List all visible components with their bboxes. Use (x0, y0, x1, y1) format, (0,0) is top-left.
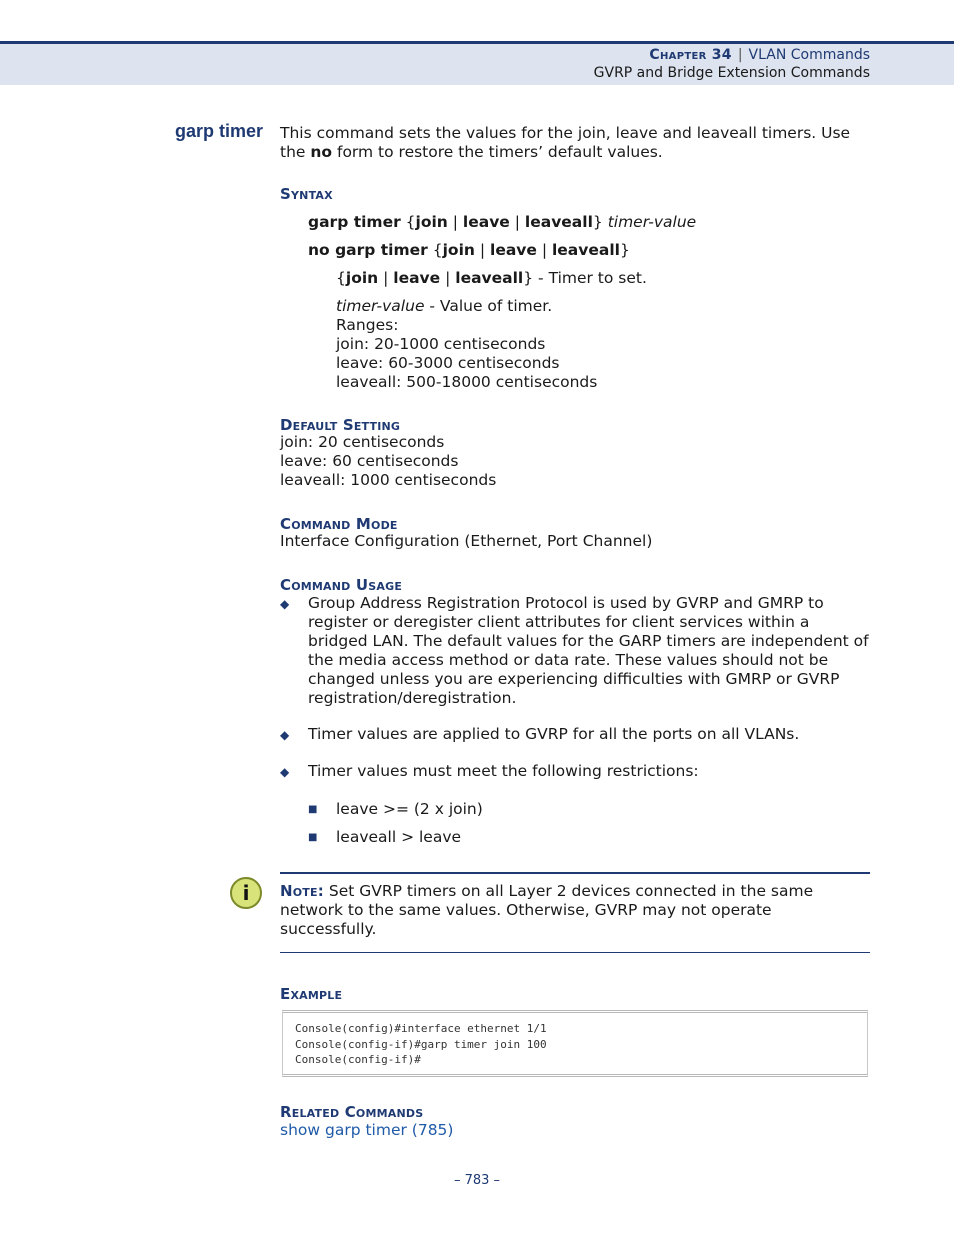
example-heading: Example (280, 985, 343, 1003)
chapter-title: VLAN Commands (748, 47, 870, 63)
note-body: Set GVRP timers on all Layer 2 devices connected in the same (323, 882, 814, 900)
pipe: | (440, 269, 456, 287)
command-description (280, 124, 850, 162)
brace: } (592, 213, 608, 231)
bullet-square: ■ (308, 804, 318, 815)
option-join: join (442, 241, 475, 259)
default-line: join: 20 centiseconds (280, 433, 445, 451)
option-leaveall: leaveall (524, 213, 593, 231)
note-rule-bottom (280, 952, 870, 953)
section-title: GVRP and Bridge Extension Commands (593, 65, 870, 81)
range-line: Ranges: (336, 316, 399, 334)
chapter-label: Chapter 34 (649, 47, 732, 63)
header-separator: | (737, 47, 743, 63)
usage-bullet-1 (308, 594, 869, 708)
syntax-heading: Syntax (280, 185, 333, 203)
description-text: form to restore the timers’ default values. (332, 143, 663, 161)
pipe: | (509, 213, 525, 231)
option-leaveall: leaveall (551, 241, 620, 259)
brace: { (427, 241, 443, 259)
syntax-line-1 (308, 213, 696, 231)
note-text (280, 882, 813, 939)
option-leaveall: leaveall (455, 269, 524, 287)
default-setting-heading: Default Setting (280, 416, 401, 434)
usage-line: bridged LAN. The default values for the GARP timers are independent of (308, 632, 869, 650)
description-line-1: This command sets the values for the join, leave and leaveall timers. Use (280, 124, 851, 142)
pipe: | (447, 213, 463, 231)
timer-value-arg: timer-value (336, 297, 425, 315)
pipe: | (378, 269, 394, 287)
command-usage-heading: Command Usage (280, 576, 403, 594)
option-join: join (345, 269, 379, 287)
command-name: garp timer (175, 121, 264, 141)
syntax-command: garp timer (308, 213, 401, 231)
command-mode-heading: Command Mode (280, 515, 398, 533)
usage-line: Group Address Registration Protocol is used by GVRP and GMRP to (308, 594, 824, 612)
default-line: leave: 60 centiseconds (280, 452, 459, 470)
usage-line: changed unless you are experiencing difficulties with GMRP or GVRP (308, 670, 840, 688)
usage-line: the media access method or data rate. These values should not be (308, 651, 829, 669)
bullet-diamond: ◆ (280, 728, 290, 742)
bullet-square: ■ (308, 832, 318, 843)
param-timer-value (336, 297, 597, 392)
usage-line: registration/deregistration. (308, 689, 517, 707)
note-line-2: network to the same values. Otherwise, GVRP may not operate (280, 901, 772, 919)
brace: } (523, 269, 534, 287)
syntax-line-2 (308, 241, 630, 259)
related-command-link[interactable]: show garp timer (785) (280, 1121, 454, 1139)
option-leave: leave (462, 213, 510, 231)
brace: { (400, 213, 416, 231)
command-mode-text: Interface Configuration (Ethernet, Port Channel) (280, 532, 653, 550)
range-line: join: 20-1000 centiseconds (336, 335, 546, 353)
no-keyword: no (310, 143, 333, 161)
usage-bullet-2: Timer values are applied to GVRP for all the ports on all VLANs. (308, 725, 800, 743)
default-setting-text (280, 433, 496, 490)
usage-bullet-3: Timer values must meet the following restrictions: (308, 762, 699, 780)
option-join: join (415, 213, 448, 231)
param-description: - Timer to set. (533, 269, 647, 287)
info-icon (230, 877, 262, 909)
note-label: Note: (280, 882, 324, 900)
restriction-1: leave >= (2 x join) (336, 800, 483, 818)
note-line-3: successfully. (280, 920, 377, 938)
note-line-1 (280, 882, 813, 901)
restriction-2: leaveall > leave (336, 828, 462, 846)
default-line: leaveall: 1000 centiseconds (280, 471, 497, 489)
related-commands-heading: Related Commands (280, 1103, 424, 1121)
brace: { (336, 269, 346, 287)
range-line: leaveall: 500-18000 centiseconds (336, 373, 598, 391)
brace: } (619, 241, 630, 259)
usage-line: register or deregister client attributes for client services within a (308, 613, 810, 631)
param-description: - Value of timer. (424, 297, 553, 315)
option-leave: leave (393, 269, 441, 287)
code-example-box (282, 1010, 868, 1077)
timer-value-arg: timer-value (607, 213, 697, 231)
pipe: | (474, 241, 490, 259)
chapter-line (649, 47, 870, 63)
param-timer-value-title (336, 297, 597, 316)
code-example: Console(config)#interface ethernet 1/1 Console(config-if)#garp timer join 100 Console(config-if)# (295, 1022, 547, 1066)
description-text: the (280, 143, 311, 161)
note-rule-top (280, 872, 870, 874)
page-number: – 783 – (453, 1173, 501, 1188)
syntax-command: no garp timer (308, 241, 428, 259)
bullet-diamond: ◆ (280, 597, 290, 611)
param-timer-set (336, 269, 647, 287)
bullet-diamond: ◆ (280, 765, 290, 779)
pipe: | (536, 241, 552, 259)
page-header (0, 41, 954, 85)
option-leave: leave (490, 241, 537, 259)
range-line: leave: 60-3000 centiseconds (336, 354, 560, 372)
info-glyph: i (242, 881, 250, 905)
description-line-2 (280, 143, 850, 162)
